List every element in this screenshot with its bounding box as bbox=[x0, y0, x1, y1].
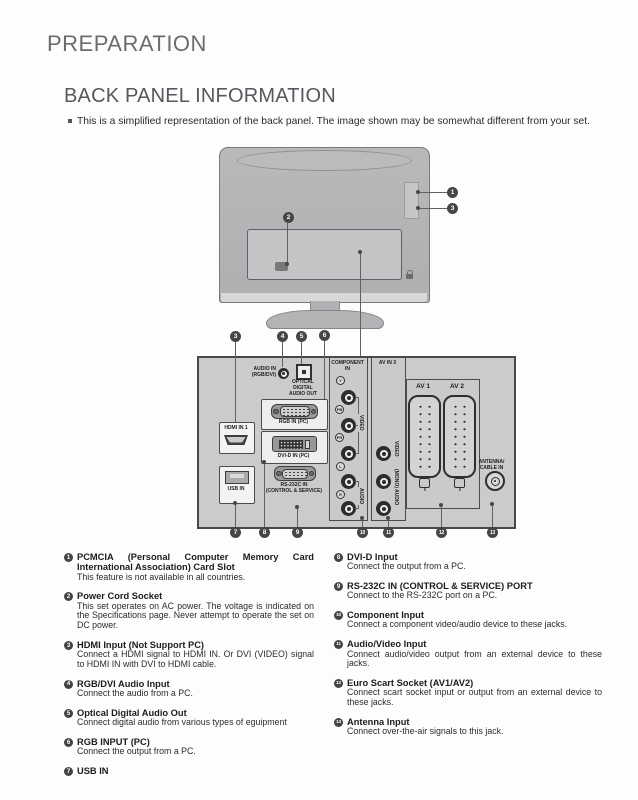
note-text: This is a simplified representation of the back panel. The image shown may be somewhat different from your set. bbox=[77, 116, 591, 127]
item-number: 9 bbox=[334, 582, 343, 591]
av1-label: AV 1 bbox=[416, 383, 430, 390]
list-item-component bbox=[334, 610, 602, 630]
item-number: 8 bbox=[334, 553, 343, 562]
callout-dot bbox=[386, 516, 390, 520]
item-title: Euro Scart Socket (AV1/AV2) bbox=[347, 678, 474, 689]
callout-5: 5 bbox=[296, 331, 307, 342]
component-audio-l-jack bbox=[341, 474, 356, 489]
item-desc: This set operates on AC power. The voltage is indicated on the Specifications page. Never attempt to operate the set on DC power. bbox=[77, 600, 314, 631]
antenna-label-line2: CABLE IN bbox=[479, 465, 504, 471]
callout-2: 2 bbox=[283, 212, 294, 223]
jack-label-l: L bbox=[336, 462, 345, 471]
antenna-port bbox=[485, 471, 505, 491]
item-number: 7 bbox=[64, 767, 73, 776]
audio-bracket-tick bbox=[355, 481, 359, 482]
callout-line bbox=[297, 507, 298, 528]
tv-stand-base bbox=[266, 310, 384, 329]
callout-12: 12 bbox=[436, 527, 447, 538]
antenna-label-line1: ANTENNA/ bbox=[478, 459, 505, 465]
item-desc: Connect scart socket input or output from an external device to these jacks. bbox=[347, 687, 602, 708]
av3-audio-l-jack bbox=[376, 474, 391, 489]
list-item-rgb-input bbox=[64, 737, 314, 757]
video-bracket-tick bbox=[355, 397, 359, 398]
callout-4: 4 bbox=[277, 331, 288, 342]
tv-recessed-panel bbox=[247, 229, 402, 280]
item-title: HDMI Input (Not Support PC) bbox=[77, 640, 205, 651]
list-item-euro-scart bbox=[334, 678, 602, 708]
rs232-label-line1: RS-232C IN bbox=[280, 482, 308, 488]
audio-in-label-line1: AUDIO IN bbox=[253, 366, 276, 372]
rs232-label-line2: (CONTROL & SERVICE) bbox=[265, 488, 323, 494]
callout-8: 8 bbox=[259, 527, 270, 538]
callout-3-side: 3 bbox=[447, 203, 458, 214]
page-kicker: PREPARATION bbox=[47, 31, 207, 56]
panel-pointer-line bbox=[360, 252, 361, 356]
optical-label bbox=[283, 379, 323, 397]
component-pr-jack bbox=[341, 446, 356, 461]
av3-audio-label: (MONO) AUDIO bbox=[393, 469, 399, 506]
callout-line bbox=[264, 462, 265, 528]
callout-3: 3 bbox=[230, 331, 241, 342]
usb-label: USB IN bbox=[227, 486, 245, 492]
item-number: 1 bbox=[64, 553, 73, 562]
item-desc: This feature is not available in all countries. bbox=[77, 571, 246, 582]
callout-9: 9 bbox=[292, 527, 303, 538]
rgb-in-label: RGB IN (PC) bbox=[278, 419, 309, 425]
hdmi-label: HDMI IN 1 bbox=[224, 425, 248, 431]
bullet-square-icon bbox=[68, 119, 72, 123]
callout-dot bbox=[285, 262, 289, 266]
item-title: Audio/Video Input bbox=[347, 639, 427, 650]
note bbox=[68, 116, 608, 127]
optical-label-line2: DIGITAL bbox=[293, 385, 313, 391]
audio-in-label-line2: (RGB/DVI) bbox=[251, 372, 276, 378]
rs232-label bbox=[256, 482, 332, 494]
scart-port-av1 bbox=[408, 395, 441, 478]
callout-dot bbox=[358, 250, 362, 254]
av-in-3-box bbox=[371, 357, 406, 521]
item-number: 12 bbox=[334, 679, 343, 688]
item-desc: Connect the output from a PC. bbox=[347, 561, 466, 572]
item-number: 2 bbox=[64, 592, 73, 601]
callout-line bbox=[235, 342, 236, 423]
component-in-label bbox=[329, 360, 366, 372]
component-y-jack bbox=[341, 390, 356, 405]
callout-line bbox=[419, 208, 447, 209]
usb-port bbox=[225, 471, 249, 484]
list-item-hdmi bbox=[64, 640, 314, 670]
side-pcmcia-slot bbox=[404, 182, 419, 219]
vga-port bbox=[271, 404, 318, 419]
list-item-antenna bbox=[334, 717, 602, 737]
audio-group-label: AUDIO bbox=[358, 488, 364, 505]
item-number: 3 bbox=[64, 641, 73, 650]
item-desc: Connect over-the-air signals to this jack. bbox=[347, 726, 504, 737]
item-desc: Connect a component video/audio device to these jacks. bbox=[347, 619, 568, 630]
jack-label-y: Y bbox=[336, 376, 345, 385]
callout-dot bbox=[295, 505, 299, 509]
callout-dot bbox=[439, 503, 443, 507]
antenna-label bbox=[476, 459, 507, 471]
callout-line bbox=[287, 223, 288, 264]
rs232-port bbox=[274, 466, 316, 481]
callout-7: 7 bbox=[230, 527, 241, 538]
component-audio-r-jack bbox=[341, 501, 356, 516]
callout-dot bbox=[416, 206, 420, 210]
callout-line bbox=[324, 341, 325, 400]
item-title: RGB INPUT (PC) bbox=[77, 737, 150, 748]
kensington-lock-icon bbox=[406, 274, 413, 279]
item-desc: Connect a HDMI signal to HDMI IN. Or DVI (VIDEO) signal to HDMI IN with DVI to HDMI cable. bbox=[77, 649, 314, 670]
jack-label-pr: PR bbox=[336, 435, 343, 440]
optical-label-line1: OPTICAL bbox=[292, 379, 314, 385]
item-title: Optical Digital Audio Out bbox=[77, 708, 187, 719]
callout-13: 13 bbox=[487, 527, 498, 538]
video-bracket-tick bbox=[355, 453, 359, 454]
description-column-right bbox=[334, 552, 602, 746]
callout-1: 1 bbox=[447, 187, 458, 198]
optical-label-line3: AUDIO OUT bbox=[288, 391, 318, 397]
list-item-audio-video bbox=[334, 639, 602, 669]
optical-port bbox=[296, 364, 312, 380]
callout-11: 11 bbox=[383, 527, 394, 538]
page-title: BACK PANEL INFORMATION bbox=[64, 85, 336, 107]
item-desc: Connect the audio from a PC. bbox=[77, 688, 193, 699]
callout-line bbox=[419, 192, 447, 193]
audio-in-label bbox=[244, 366, 276, 378]
item-number: 11 bbox=[334, 640, 343, 649]
av3-video-jack bbox=[376, 446, 391, 461]
item-title: Antenna Input bbox=[347, 717, 410, 728]
callout-dot bbox=[416, 190, 420, 194]
callout-dot bbox=[360, 516, 364, 520]
list-item-dvi-d bbox=[334, 552, 602, 572]
callout-line bbox=[492, 504, 493, 528]
item-title: PCMCIA (Personal Computer Memory Card International Association) Card Slot bbox=[77, 552, 314, 573]
list-item-rs232 bbox=[334, 581, 602, 601]
av3-video-label: VIDEO bbox=[393, 441, 399, 457]
av3-audio-r-jack bbox=[376, 501, 391, 516]
callout-line bbox=[235, 502, 236, 528]
video-group-label: VIDEO bbox=[358, 415, 364, 431]
component-label-line2: IN bbox=[345, 366, 350, 372]
item-number: 4 bbox=[64, 680, 73, 689]
callout-dot bbox=[490, 502, 494, 506]
item-title: RS-232C IN (CONTROL & SERVICE) PORT bbox=[347, 581, 533, 592]
scart-port-av2 bbox=[443, 395, 476, 478]
jack-label-pb: PB bbox=[336, 407, 343, 412]
scart-icon bbox=[454, 478, 465, 488]
list-item-usb-in bbox=[64, 766, 314, 776]
component-pb-jack bbox=[341, 418, 356, 433]
item-title: DVI-D Input bbox=[347, 552, 398, 562]
item-desc: Connect digital audio from various types of eguipment bbox=[77, 717, 287, 728]
item-desc: Connect audio/video output from an external device to these jacks. bbox=[347, 648, 602, 669]
callout-10: 10 bbox=[357, 527, 368, 538]
dvi-port bbox=[272, 436, 317, 452]
av-in-3-label: AV IN 3 bbox=[378, 360, 397, 366]
item-number: 5 bbox=[64, 709, 73, 718]
item-desc: Connect to the RS-232C port on a PC. bbox=[347, 590, 498, 601]
item-title: Power Cord Socket bbox=[77, 591, 163, 602]
tv-top-curve bbox=[237, 150, 412, 171]
callout-6: 6 bbox=[319, 330, 330, 341]
item-number: 10 bbox=[334, 611, 343, 620]
audio-in-jack bbox=[278, 368, 289, 379]
item-number: 13 bbox=[334, 718, 343, 727]
item-title: Component Input bbox=[347, 610, 424, 621]
description-column-left bbox=[64, 552, 314, 786]
dvi-in-label: DVI-D IN (PC) bbox=[277, 453, 310, 459]
item-desc: Connect the output from a PC. bbox=[77, 746, 196, 757]
av2-label: AV 2 bbox=[450, 383, 464, 390]
audio-bracket-tick bbox=[355, 508, 359, 509]
callout-line bbox=[301, 342, 302, 364]
scart-icon bbox=[419, 478, 430, 488]
callout-line bbox=[441, 505, 442, 528]
item-title: USB IN bbox=[77, 766, 109, 777]
list-item-optical bbox=[64, 708, 314, 728]
component-label-line1: COMPONENT bbox=[331, 360, 364, 366]
list-item-pcmcia bbox=[64, 552, 314, 582]
callout-dot bbox=[262, 460, 266, 464]
list-item-rgb-dvi-audio bbox=[64, 679, 314, 699]
hdmi-port bbox=[224, 435, 248, 445]
list-item-power-cord bbox=[64, 591, 314, 631]
item-title: RGB/DVI Audio Input bbox=[77, 678, 170, 689]
item-number: 6 bbox=[64, 738, 73, 747]
callout-line bbox=[282, 342, 283, 367]
callout-dot bbox=[233, 501, 237, 505]
jack-label-r: R bbox=[336, 490, 345, 499]
